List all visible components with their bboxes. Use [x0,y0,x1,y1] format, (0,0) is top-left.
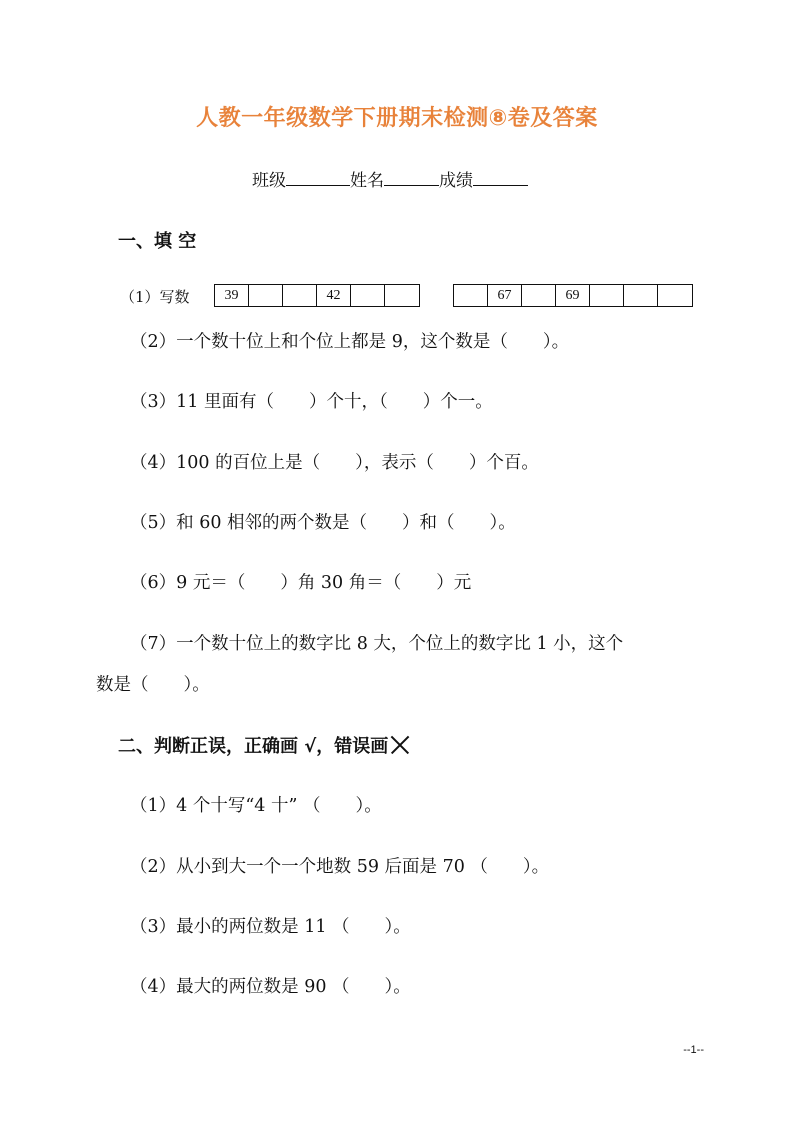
number-cell: 39 [215,285,249,306]
number-cell[interactable] [283,285,317,306]
number-cell[interactable] [454,285,488,306]
score-blank[interactable] [473,170,528,186]
question-1-2: （2）一个数十位上和个位上都是 9，这个数是（ ）。 [130,332,570,352]
number-cell[interactable] [351,285,385,306]
number-cell: 67 [488,285,522,306]
class-blank[interactable] [286,170,350,186]
page-title: 人教一年级数学下册期末检测⑧卷及答案 [196,106,598,131]
number-cell: 42 [317,285,351,306]
number-row-2 [453,284,693,307]
number-cell[interactable] [658,285,692,306]
number-cell[interactable] [624,285,658,306]
question-1-6: （6）9 元＝（ ）角 30 角＝（ ）元 [130,573,472,593]
page-number: --1-- [683,1044,704,1056]
number-cell[interactable] [522,285,556,306]
question-2-4: （4）最大的两位数是 90 （ ）。 [130,977,411,997]
class-label: 班级 [252,171,286,191]
score-label: 成绩 [439,171,473,191]
number-cell[interactable] [590,285,624,306]
student-info-line [252,166,528,191]
question-1-5: （5）和 60 相邻的两个数是（ ）和（ ）。 [130,513,516,533]
question-2-2: （2）从小到大一个一个地数 59 后面是 70 （ ）。 [130,857,550,877]
question-2-3: （3）最小的两位数是 11 （ ）。 [130,917,411,937]
number-cell[interactable] [385,285,419,306]
question-1-3: （3）11 里面有（ ）个十，（ ）个一。 [130,392,493,412]
question-1-7-line-1: （7）一个数十位上的数字比 8 大，个位上的数字比 1 小，这个 [130,634,624,654]
section-2-heading-text: 二、判断正误，正确画 √，错误画 [118,736,389,757]
question-1-7-line-2: 数是（ ）。 [96,675,210,695]
section-2-heading [118,732,410,758]
name-blank[interactable] [384,170,439,186]
cross-mark-icon [390,735,410,755]
name-label: 姓名 [350,171,384,191]
number-cell[interactable] [249,285,283,306]
number-cell: 69 [556,285,590,306]
question-2-1: （1）4 个十写“4 十” （ ）。 [130,796,382,816]
question-1-4: （4）100 的百位上是（ ），表示（ ）个百。 [130,453,539,473]
number-row-1 [214,284,420,307]
section-1-heading: 一、填 空 [118,231,197,252]
q1-label: （1）写数 [120,288,190,306]
